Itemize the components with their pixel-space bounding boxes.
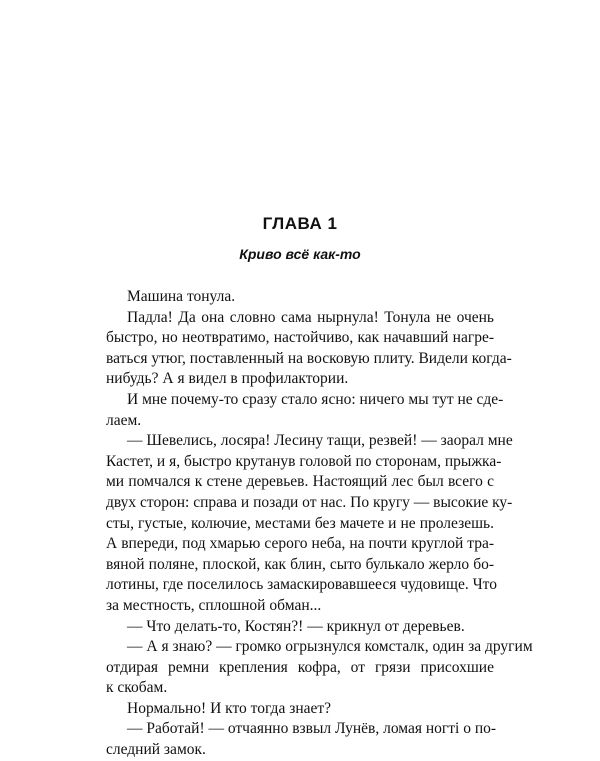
chapter-title: ГЛАВА 1: [262, 214, 338, 233]
text-line: Машина тонула.: [127, 288, 236, 305]
text-line: сты, густые, колючие, местами без мачете и не пролезешь.: [106, 514, 494, 532]
text-line: следний замок.: [106, 741, 206, 759]
text-line: ми помчался к стене деревьев. Настоящий лес был всего с: [106, 473, 494, 491]
text-line: — Шевелись, лосяра! Лесину тащи, резвей! — заорал мне: [127, 432, 513, 450]
text-line: — Что делать-то, Костян?! — крикнул от деревьев.: [127, 617, 465, 635]
text-line: А впереди, под хмарью серого неба, на почти круглой тра-: [106, 535, 494, 553]
text-line: отдирая ремни крепления кофра, от грязи присохшие: [106, 658, 494, 676]
text-line: нибудь? А я видел в профилактории.: [106, 370, 349, 388]
text-line: ваться утюг, поставленный на восковую плиту. Видели когда-: [106, 349, 512, 367]
text-line: быстро, но неотвратимо, настойчиво, как начавший нагре-: [106, 329, 494, 347]
text-line: — Работай! — отчаянно взвыл Лунёв, ломая ногтi о по-: [127, 720, 497, 738]
text-line: лотины, где поселилось замаскировавшееся чудовище. Что: [106, 576, 497, 594]
text-line: лаем.: [106, 411, 142, 429]
text-line: — А я знаю? — громко огрызнулся комсталк, один за другим: [127, 638, 533, 656]
text-line: Падла! Да она словно сама нырнула! Тонула не очень: [127, 308, 494, 326]
body-text: [106, 287, 533, 761]
chapter-subtitle: Криво всё как-то: [239, 246, 361, 262]
text-line: И мне почему-то сразу стало ясно: ничего мы тут не сде-: [127, 390, 504, 408]
text-line: вяной поляне, плоской, как блин, сыто булькало жерло бо-: [106, 555, 494, 573]
text-line: к скобам.: [106, 679, 168, 697]
text-line: Кастет, и я, быстро крутанув головой по сторонам, прыжка-: [106, 452, 502, 470]
text-line: двух сторон: справа и позади от нас. По кругу — высокие ку-: [106, 493, 513, 511]
text-line: Нормально! И кто тогда знает?: [127, 699, 332, 717]
text-line: за местность, сплошной обман...: [106, 596, 322, 614]
